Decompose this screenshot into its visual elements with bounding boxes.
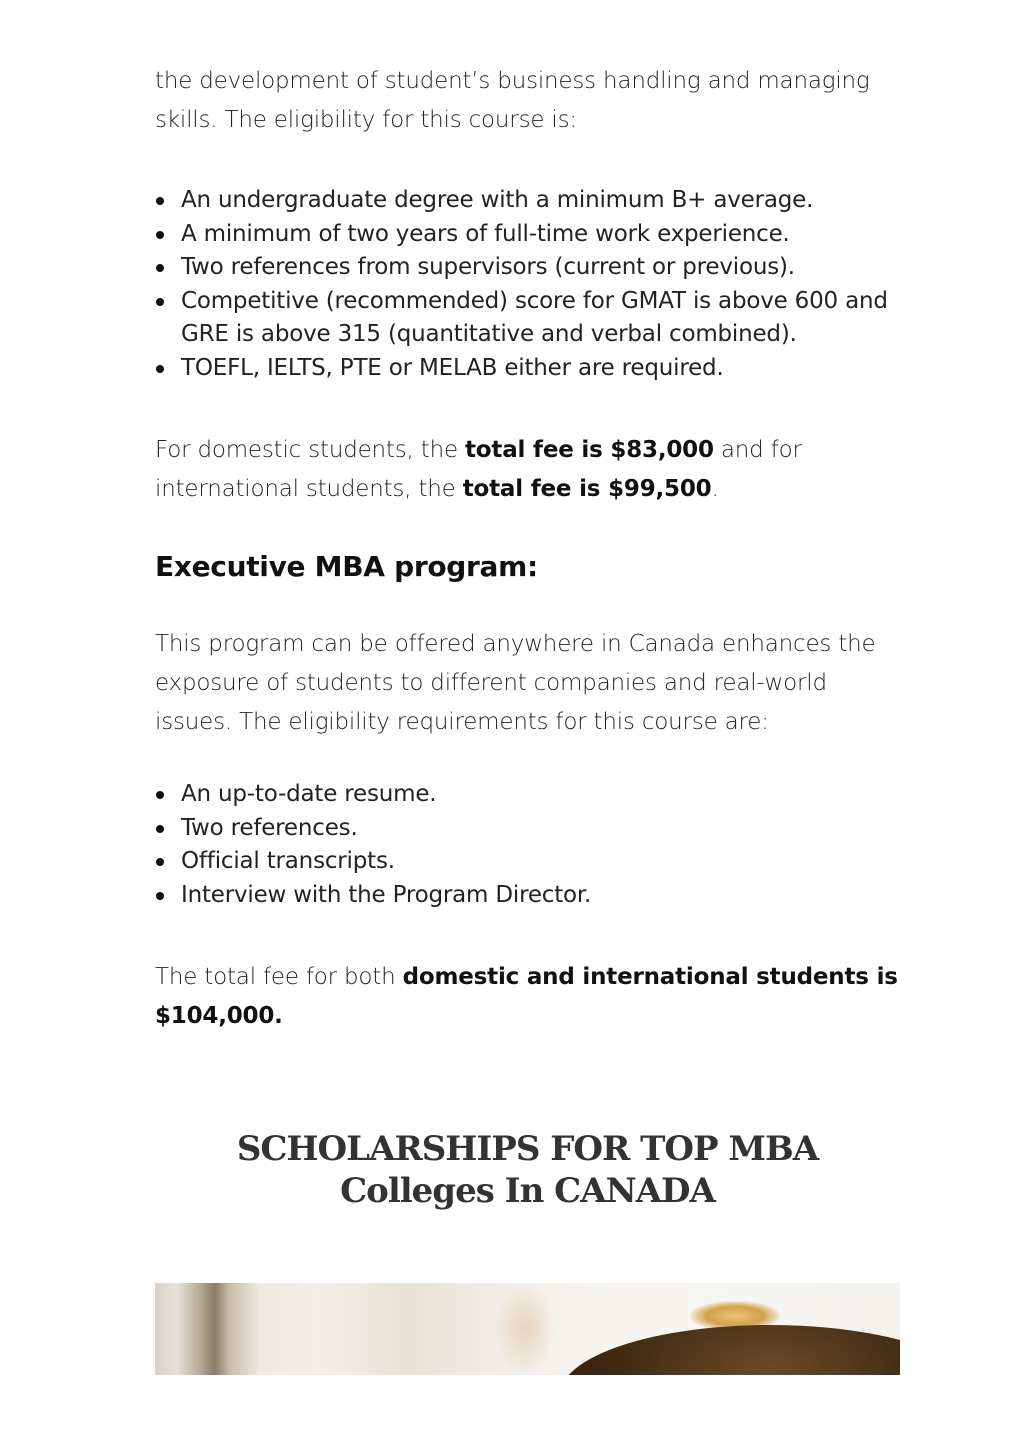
list-item: Interview with the Program Director. xyxy=(181,879,900,913)
executive-description: This program can be offered anywhere in Canada enhances the exposure of students to different companies and real-world issues. The eligibility requirements for this course are: xyxy=(155,631,876,735)
list-item: Competitive (recommended) score for GMAT is above 600 and GRE is above 315 (quantitative and verbal combined). xyxy=(181,285,900,352)
fee-text: The total fee for both xyxy=(155,964,403,990)
fee-text: For domestic students, the xyxy=(155,437,466,463)
scholarships-title: SCHOLARSHIPS FOR TOP MBA Colleges In CANADA xyxy=(236,1129,819,1211)
executive-fee: domestic and international students is $104,000. xyxy=(155,964,898,1029)
executive-mba-heading: Executive MBA program: xyxy=(155,550,538,583)
international-fee: total fee is $99,500 xyxy=(462,476,712,502)
list-item: Official transcripts. xyxy=(181,845,900,879)
fee-text: . xyxy=(711,476,719,502)
list-item: An undergraduate degree with a minimum B+ average. xyxy=(181,184,900,218)
graduation-image xyxy=(155,1283,900,1375)
image-blur xyxy=(495,1283,555,1375)
domestic-fee: total fee is $83,000 xyxy=(465,437,714,463)
fee-text: and for international students, the xyxy=(155,437,802,502)
list-item: TOEFL, IELTS, PTE or MELAB either are required. xyxy=(181,352,900,386)
executive-requirements-list xyxy=(155,778,900,912)
list-item: Two references from supervisors (current or previous). xyxy=(181,251,900,285)
list-item: A minimum of two years of full-time work experience. xyxy=(181,218,900,252)
mba-eligibility-list xyxy=(155,184,900,385)
mba-fee-paragraph xyxy=(155,431,900,509)
list-item: Two references. xyxy=(181,812,900,846)
intro-paragraph: the development of student’s business handling and managing skills. The eligibility for this course is: xyxy=(155,68,870,133)
list-item: An up-to-date resume. xyxy=(181,778,900,812)
executive-fee-paragraph xyxy=(155,958,900,1036)
article-content xyxy=(155,62,900,1212)
graduation-cap xyxy=(560,1325,900,1375)
